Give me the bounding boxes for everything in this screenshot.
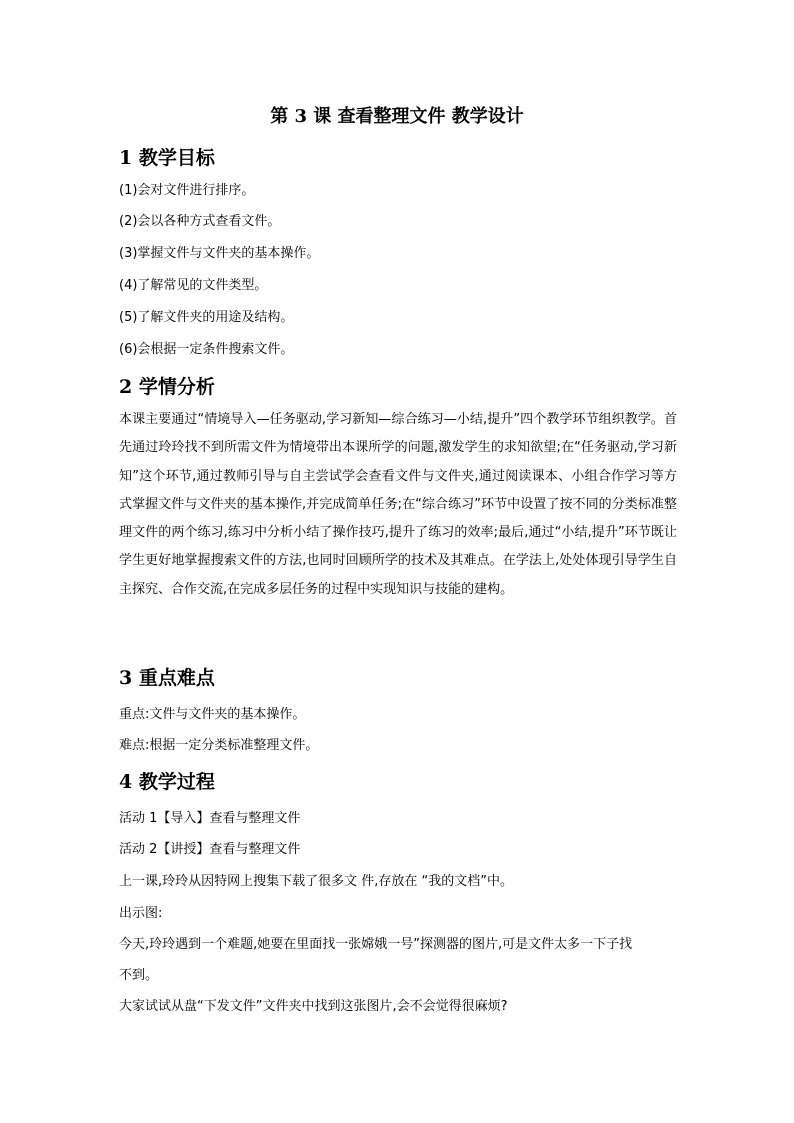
list-item: (6)会根据一定条件搜索文件。 <box>119 342 294 357</box>
list-item: 今天,玲玲遇到一个难题,她要在里面找一张嫦娥一号”探测器的图片,可是文件太多一下子找 <box>119 937 633 952</box>
document-title: 第 3 课 查看整理文件 教学设计 <box>270 106 524 127</box>
list-item: (2)会以各种方式查看文件。 <box>119 214 281 229</box>
section-heading-analysis: 2 学情分析 <box>119 376 215 398</box>
section-heading-key-points: 3 重点难点 <box>119 667 215 689</box>
list-item: 不到。 <box>119 968 159 983</box>
list-item: 出示图: <box>119 906 163 921</box>
list-item: 难点:根据一定分类标准整理文件。 <box>119 738 319 753</box>
list-item: 重点:文件与文件夹的基本操作。 <box>119 707 306 722</box>
list-item: 活动 1【导入】查看与整理文件 <box>119 811 301 826</box>
analysis-paragraph: 本课主要通过“情境导入—任务驱动,学习新知—综合练习—小结,提升”四个教学环节组织教学。首先通过玲玲找不到所需文件为情境带出本课所学的问题,激发学生的求知欲望;在“任务驱动,学习新知”这个环节,通过教师引导与自主尝试学会查看文件与文件夹,通过阅读课本、小组合作学习等方式掌握文件与文件夹的基本操作,并完成简单任务;在“综合练习”环节中设置了按不同的分类标准整理文件的两个练习,练习中分析小结了操作技巧,提升了练习的效率;最后,通过“小结,提升”环节既让学生更好地掌握搜索文件的方法,也同时回顾所学的技术及其难点。在学法上,处处体现引导学生自主探究、合作交流,在完成多层任务的过程中实现知识与技能的建构。 <box>119 412 677 597</box>
section-heading-objectives: 1 教学目标 <box>119 147 215 169</box>
list-item: 上一课,玲玲从因特网上搜集下载了很多文 件,存放在 “我的文档”中。 <box>119 874 513 889</box>
list-item: 活动 2【讲授】查看与整理文件 <box>119 842 301 857</box>
list-item: (5)了解文件夹的用途及结构。 <box>119 310 294 325</box>
list-item: (1)会对文件进行排序。 <box>119 183 255 198</box>
list-item: (3)掌握文件与文件夹的基本操作。 <box>119 246 320 261</box>
list-item: 大家试试从盘“下发文件”文件夹中找到这张图片,会不会觉得很麻烦? <box>119 999 508 1014</box>
section-heading-process: 4 教学过程 <box>119 771 215 793</box>
list-item: (4)了解常见的文件类型。 <box>119 278 268 293</box>
